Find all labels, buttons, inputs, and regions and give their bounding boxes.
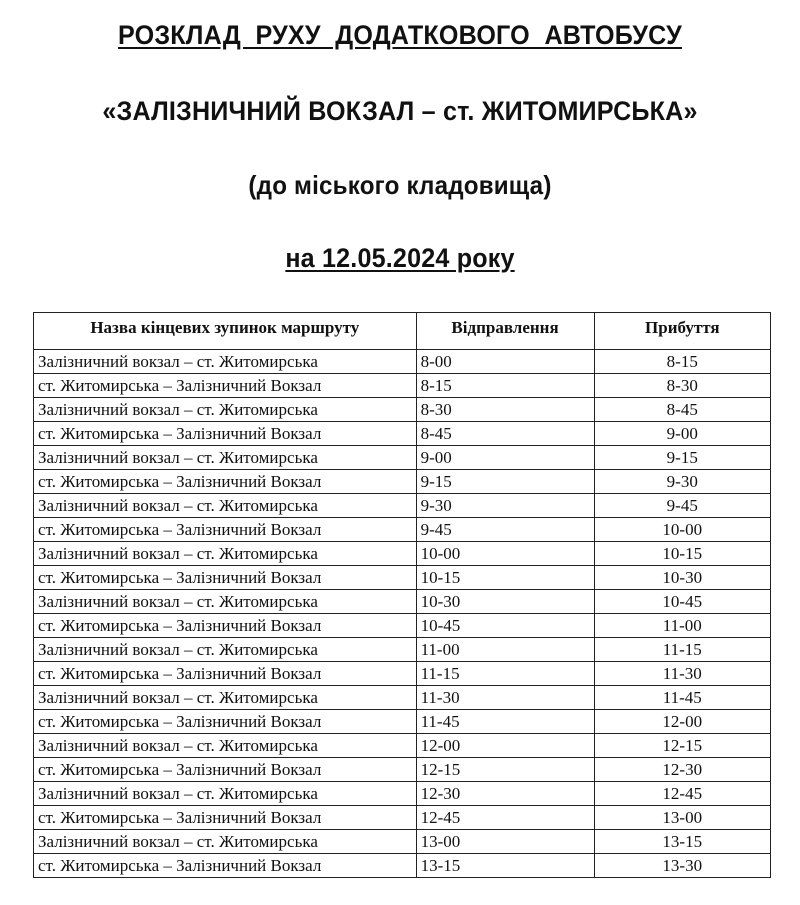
arrival-cell: 12-30 <box>594 758 770 782</box>
route-cell: Залізничний вокзал – ст. Житомирська <box>34 830 417 854</box>
table-header-row <box>34 313 771 350</box>
arrival-cell: 11-00 <box>594 614 770 638</box>
arrival-cell: 8-45 <box>594 398 770 422</box>
table-row <box>34 830 771 854</box>
arrival-cell: 13-30 <box>594 854 770 878</box>
departure-cell: 11-00 <box>416 638 594 662</box>
table-row <box>34 494 771 518</box>
table-row <box>34 710 771 734</box>
table-row <box>34 542 771 566</box>
route-cell: Залізничний вокзал – ст. Житомирська <box>34 638 417 662</box>
departure-cell: 11-45 <box>416 710 594 734</box>
route-cell: Залізничний вокзал – ст. Житомирська <box>34 782 417 806</box>
schedule-body <box>34 350 771 878</box>
departure-cell: 8-00 <box>416 350 594 374</box>
arrival-cell: 10-00 <box>594 518 770 542</box>
arrival-cell: 10-45 <box>594 590 770 614</box>
route-cell: Залізничний вокзал – ст. Житомирська <box>34 350 417 374</box>
route-name: «ЗАЛІЗНИЧНИЙ ВОКЗАЛ – ст. ЖИТОМИРСЬКА» <box>102 96 698 126</box>
route-cell: Залізничний вокзал – ст. Житомирська <box>34 398 417 422</box>
route-cell: ст. Житомирська – Залізничний Вокзал <box>34 614 417 638</box>
route-note: (до міського кладовища) <box>248 170 552 200</box>
arrival-cell: 10-15 <box>594 542 770 566</box>
arrival-cell: 8-30 <box>594 374 770 398</box>
departure-cell: 9-30 <box>416 494 594 518</box>
route-cell: Залізничний вокзал – ст. Житомирська <box>34 542 417 566</box>
header-route: Назва кінцевих зупинок маршруту <box>34 313 417 350</box>
arrival-cell: 13-00 <box>594 806 770 830</box>
table-row <box>34 806 771 830</box>
arrival-cell: 9-00 <box>594 422 770 446</box>
table-row <box>34 398 771 422</box>
departure-cell: 11-15 <box>416 662 594 686</box>
table-row <box>34 734 771 758</box>
route-cell: ст. Житомирська – Залізничний Вокзал <box>34 854 417 878</box>
departure-cell: 12-30 <box>416 782 594 806</box>
route-cell: ст. Житомирська – Залізничний Вокзал <box>34 518 417 542</box>
departure-cell: 10-45 <box>416 614 594 638</box>
table-row <box>34 590 771 614</box>
arrival-cell: 11-30 <box>594 662 770 686</box>
departure-cell: 10-00 <box>416 542 594 566</box>
arrival-cell: 11-45 <box>594 686 770 710</box>
arrival-cell: 8-15 <box>594 350 770 374</box>
route-cell: Залізничний вокзал – ст. Житомирська <box>34 686 417 710</box>
route-cell: ст. Житомирська – Залізничний Вокзал <box>34 662 417 686</box>
table-row <box>34 374 771 398</box>
arrival-cell: 9-30 <box>594 470 770 494</box>
departure-cell: 8-45 <box>416 422 594 446</box>
table-row <box>34 662 771 686</box>
route-cell: Залізничний вокзал – ст. Житомирська <box>34 590 417 614</box>
departure-cell: 12-45 <box>416 806 594 830</box>
route-cell: ст. Житомирська – Залізничний Вокзал <box>34 422 417 446</box>
arrival-cell: 12-00 <box>594 710 770 734</box>
header-departure: Відправлення <box>416 313 594 350</box>
departure-cell: 12-15 <box>416 758 594 782</box>
route-cell: Залізничний вокзал – ст. Житомирська <box>34 446 417 470</box>
departure-cell: 10-15 <box>416 566 594 590</box>
route-cell: ст. Житомирська – Залізничний Вокзал <box>34 566 417 590</box>
table-row <box>34 566 771 590</box>
departure-cell: 8-30 <box>416 398 594 422</box>
route-cell: ст. Житомирська – Залізничний Вокзал <box>34 806 417 830</box>
departure-cell: 12-00 <box>416 734 594 758</box>
departure-cell: 11-30 <box>416 686 594 710</box>
route-cell: Залізничний вокзал – ст. Житомирська <box>34 494 417 518</box>
departure-cell: 13-00 <box>416 830 594 854</box>
table-row <box>34 686 771 710</box>
table-row <box>34 350 771 374</box>
departure-cell: 13-15 <box>416 854 594 878</box>
arrival-cell: 10-30 <box>594 566 770 590</box>
arrival-cell: 9-45 <box>594 494 770 518</box>
route-cell: ст. Житомирська – Залізничний Вокзал <box>34 374 417 398</box>
route-cell: ст. Житомирська – Залізничний Вокзал <box>34 710 417 734</box>
document-title: РОЗКЛАД РУХУ ДОДАТКОВОГО АВТОБУСУ <box>118 20 682 50</box>
schedule-date: на 12.05.2024 року <box>285 243 515 273</box>
header-arrival: Прибуття <box>594 313 770 350</box>
table-row <box>34 782 771 806</box>
arrival-cell: 12-45 <box>594 782 770 806</box>
table-row <box>34 446 771 470</box>
arrival-cell: 13-15 <box>594 830 770 854</box>
table-row <box>34 638 771 662</box>
route-cell: ст. Житомирська – Залізничний Вокзал <box>34 758 417 782</box>
departure-cell: 8-15 <box>416 374 594 398</box>
arrival-cell: 11-15 <box>594 638 770 662</box>
arrival-cell: 9-15 <box>594 446 770 470</box>
route-cell: ст. Житомирська – Залізничний Вокзал <box>34 470 417 494</box>
departure-cell: 9-45 <box>416 518 594 542</box>
departure-cell: 9-00 <box>416 446 594 470</box>
departure-cell: 9-15 <box>416 470 594 494</box>
table-row <box>34 470 771 494</box>
table-row <box>34 854 771 878</box>
table-row <box>34 422 771 446</box>
table-row <box>34 614 771 638</box>
departure-cell: 10-30 <box>416 590 594 614</box>
arrival-cell: 12-15 <box>594 734 770 758</box>
table-row <box>34 518 771 542</box>
route-cell: Залізничний вокзал – ст. Житомирська <box>34 734 417 758</box>
table-row <box>34 758 771 782</box>
schedule-table <box>33 312 771 878</box>
